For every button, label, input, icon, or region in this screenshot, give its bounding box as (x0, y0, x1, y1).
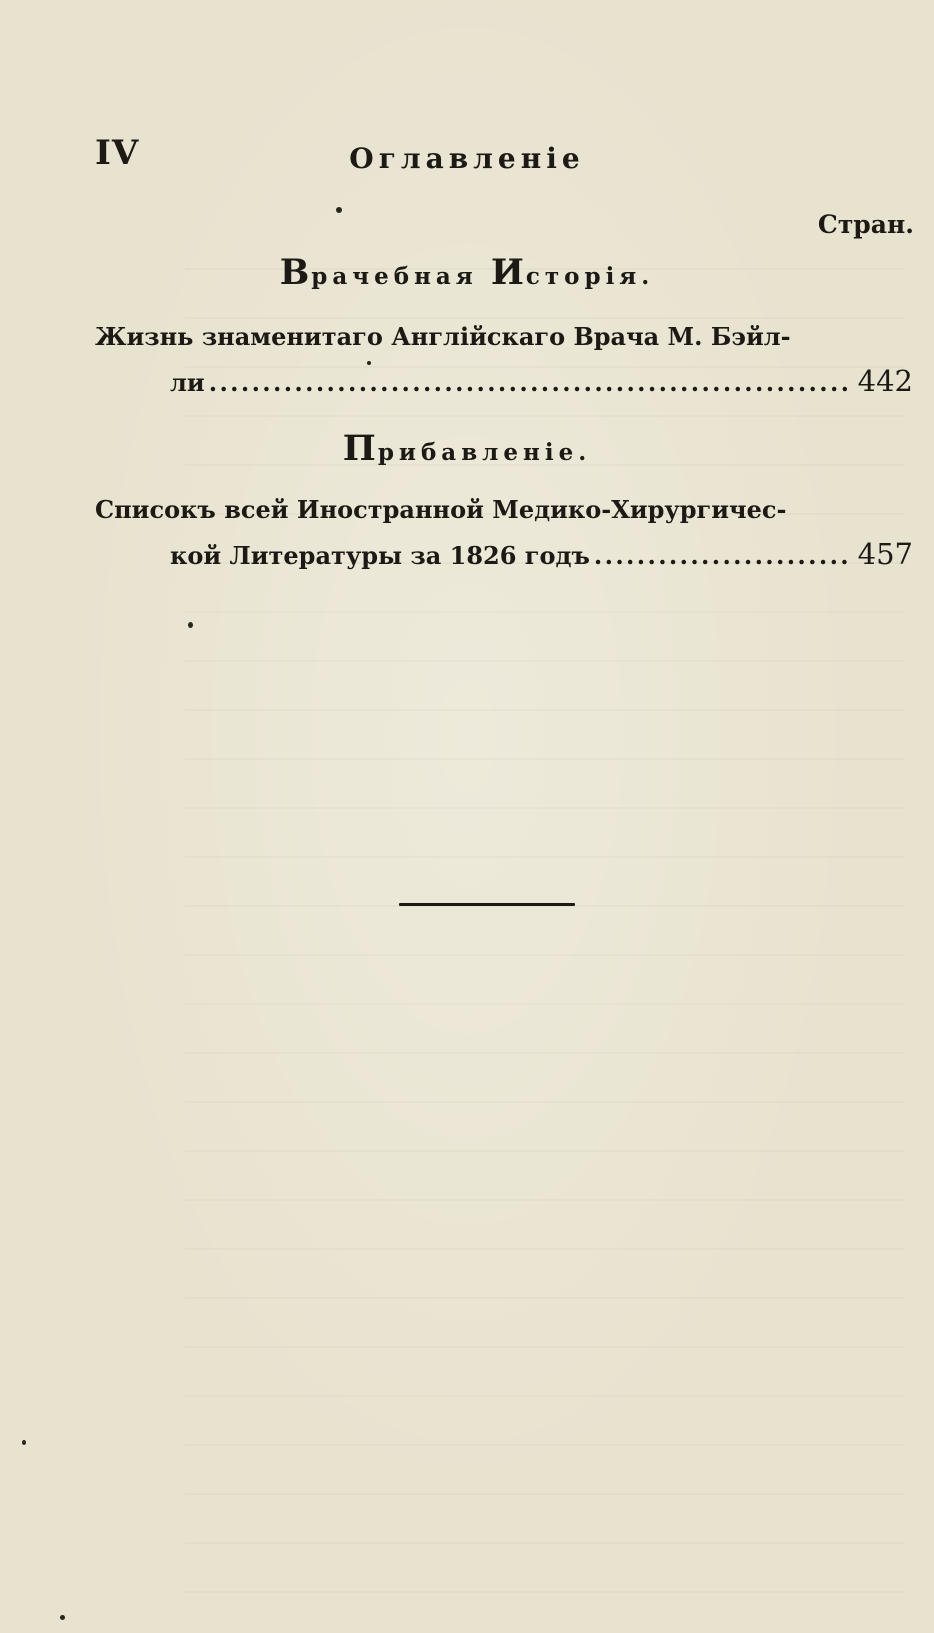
ink-speck (336, 207, 342, 213)
running-head: Оглавленіе (349, 142, 585, 175)
dot-leader (209, 361, 850, 405)
ink-speck (367, 361, 371, 365)
section-title-text: рибавленіе. (377, 439, 592, 466)
section-title-initial: И (490, 252, 526, 293)
ink-speck (188, 622, 193, 628)
dot-leader (594, 534, 850, 578)
end-rule (399, 903, 575, 906)
section-title-appendix (0, 428, 934, 469)
toc-entry-continuation (95, 532, 913, 578)
toc-entry (95, 315, 913, 405)
section-title-initial: В (279, 252, 312, 293)
section-title-initial: П (342, 428, 378, 469)
toc-entry (95, 488, 913, 578)
section-title-text: сторія. (525, 263, 655, 290)
toc-entry-page: 457 (857, 537, 913, 571)
page-column-label: Стран. (817, 210, 914, 239)
toc-entry-title-end: кой Литературы за 1826 годъ (170, 541, 590, 570)
section-title-medical-history (0, 252, 934, 293)
toc-entry-title-end: ли (170, 368, 205, 397)
toc-entry-title: Списокъ всей Иностранной Медико-Хирургичес- (95, 495, 787, 524)
ink-speck (60, 1615, 65, 1620)
toc-entry-continuation (95, 359, 913, 405)
toc-entry-page: 442 (857, 364, 913, 398)
page-number: IV (95, 133, 140, 173)
section-title-text: рачебная (311, 263, 491, 290)
ink-speck (22, 1440, 26, 1445)
toc-entry-title: Жизнь знаменитаго Англійскаго Врача М. Бэйл- (95, 322, 791, 351)
